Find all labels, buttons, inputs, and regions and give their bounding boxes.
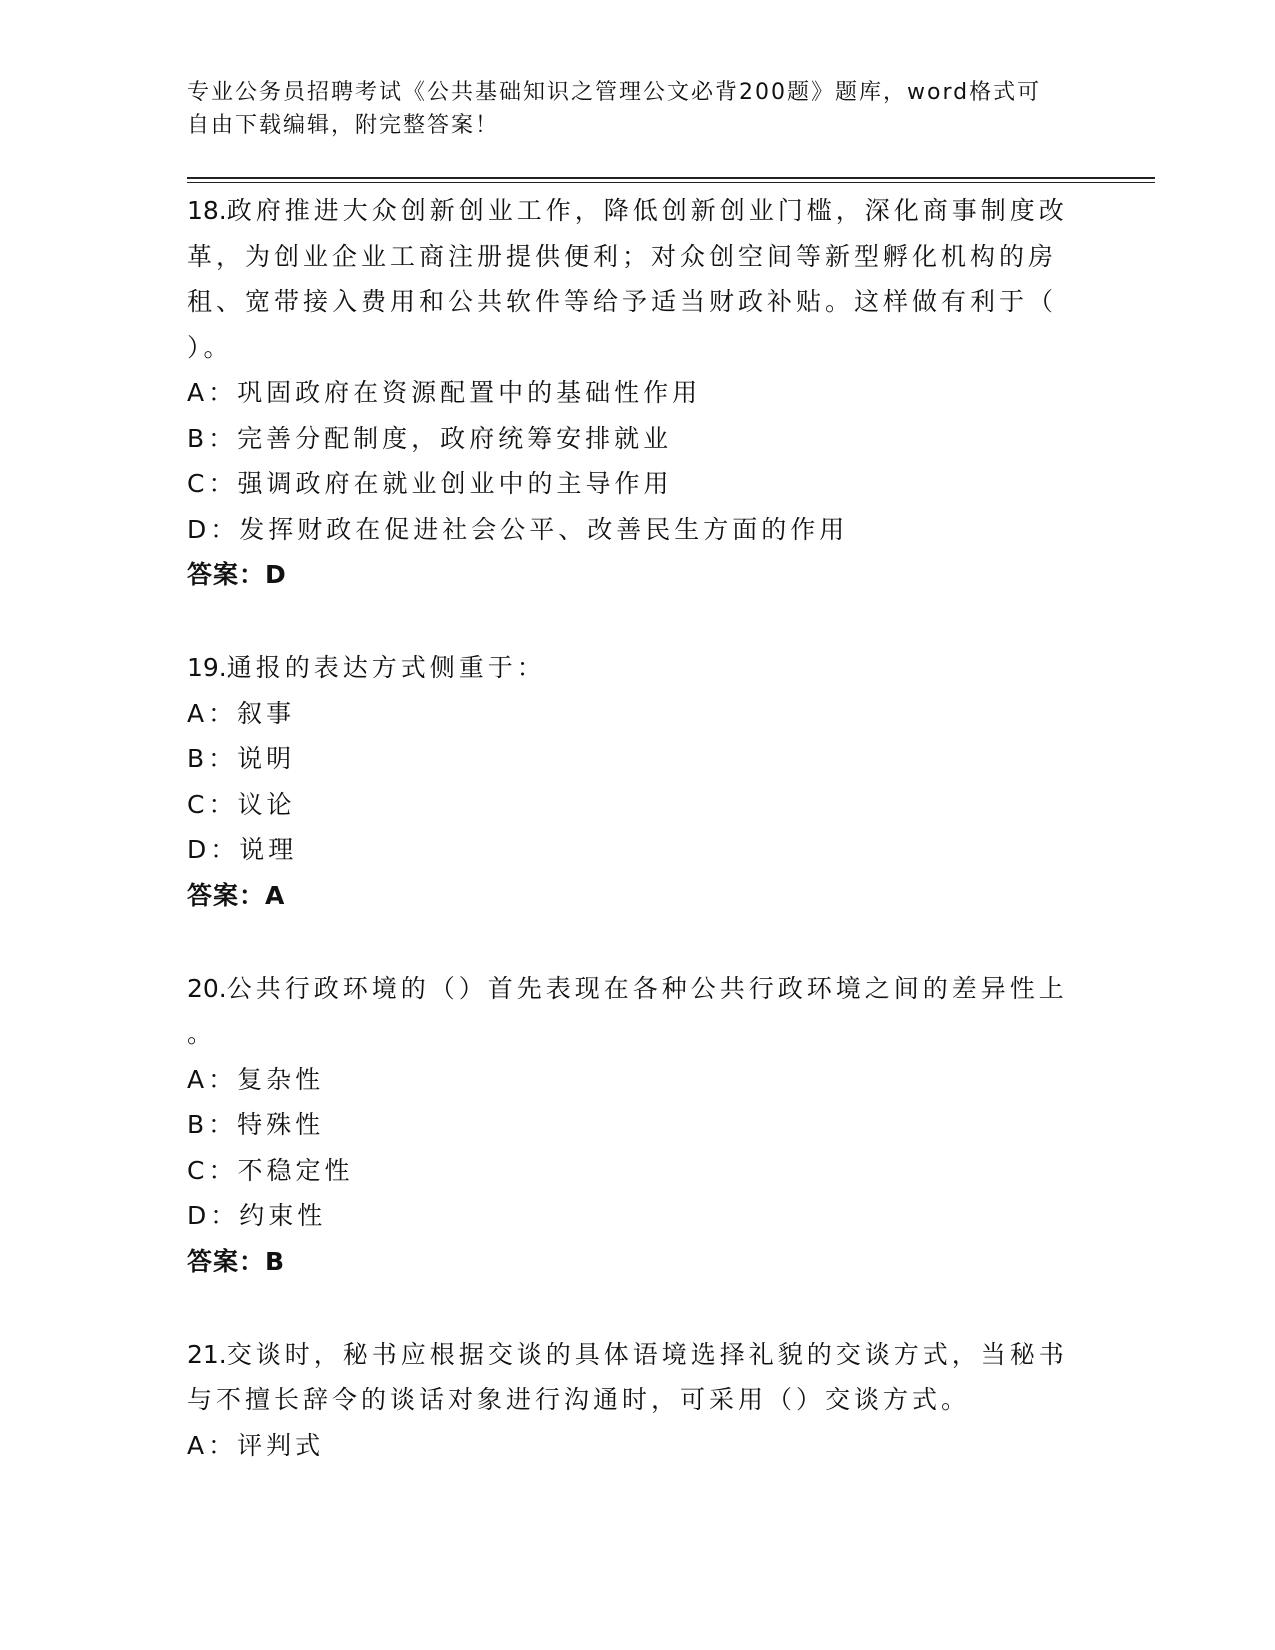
- option-b: B：特殊性: [187, 1110, 325, 1139]
- question-number: 19.: [187, 653, 227, 682]
- option-a: A：巩固政府在资源配置中的基础性作用: [187, 378, 702, 407]
- stem-line: 交谈时，秘书应根据交谈的具体语境选择礼貌的交谈方式，当秘书: [226, 1339, 1068, 1369]
- stem-line: 公共行政环境的（）首先表现在各种公共行政环境之间的差异性上: [226, 973, 1068, 1003]
- stem-line: 。: [187, 1019, 217, 1048]
- question-list: [187, 188, 1087, 1515]
- question-stem: [187, 188, 1087, 370]
- option-a: A：评判式: [187, 1430, 325, 1460]
- stem-line: ）。: [187, 332, 233, 362]
- answer-line: 答案：B: [187, 1246, 286, 1276]
- stem-line: 政府推进大众创新创业工作，降低创新创业门槛，深化商事制度改: [226, 196, 1068, 225]
- option-a: A：叙事: [187, 698, 296, 728]
- question-19: [187, 645, 1087, 919]
- option-d: D：说理: [187, 835, 298, 864]
- header-divider-thick: [187, 177, 1155, 179]
- header-line-2: 自由下载编辑，附完整答案！: [187, 113, 500, 138]
- option-c: C：不稳定性: [187, 1155, 354, 1185]
- option-c: C：强调政府在就业创业中的主导作用: [187, 469, 673, 498]
- answer-line: 答案：D: [187, 560, 287, 589]
- page-header: [187, 76, 1087, 142]
- option-a: A：复杂性: [187, 1064, 325, 1094]
- stem-line: 租、宽带接入费用和公共软件等给予适当财政补贴。这样做有利于（: [187, 287, 1058, 316]
- question-20: [187, 966, 1087, 1285]
- option-b: B：说明: [187, 744, 296, 773]
- header-line-1: 专业公务员招聘考试《公共基础知识之管理公文必背200题》题库，word格式可: [187, 80, 1042, 105]
- question-number: 21.: [187, 1339, 227, 1369]
- option-b: B：完善分配制度，政府统筹安排就业: [187, 423, 673, 453]
- question-18: [187, 188, 1087, 598]
- option-d: D：发挥财政在促进社会公平、改善民生方面的作用: [187, 514, 849, 544]
- question-number: 18.: [187, 196, 227, 225]
- question-21: [187, 1332, 1087, 1469]
- stem-line: 革，为创业企业工商注册提供便利；对众创空间等新型孵化机构的房: [187, 241, 1058, 271]
- option-c: C：议论: [187, 789, 296, 819]
- answer-line: 答案：A: [187, 880, 286, 910]
- question-stem: [187, 966, 1087, 1057]
- option-d: D：约束性: [187, 1201, 327, 1230]
- header-divider-thin: [187, 182, 1155, 183]
- question-number: 20.: [187, 973, 227, 1003]
- stem-line: 通报的表达方式侧重于：: [226, 653, 546, 682]
- question-stem: [187, 645, 1087, 691]
- question-stem: [187, 1332, 1087, 1423]
- stem-line: 与不擅长辞令的谈话对象进行沟通时，可采用（）交谈方式。: [187, 1385, 971, 1414]
